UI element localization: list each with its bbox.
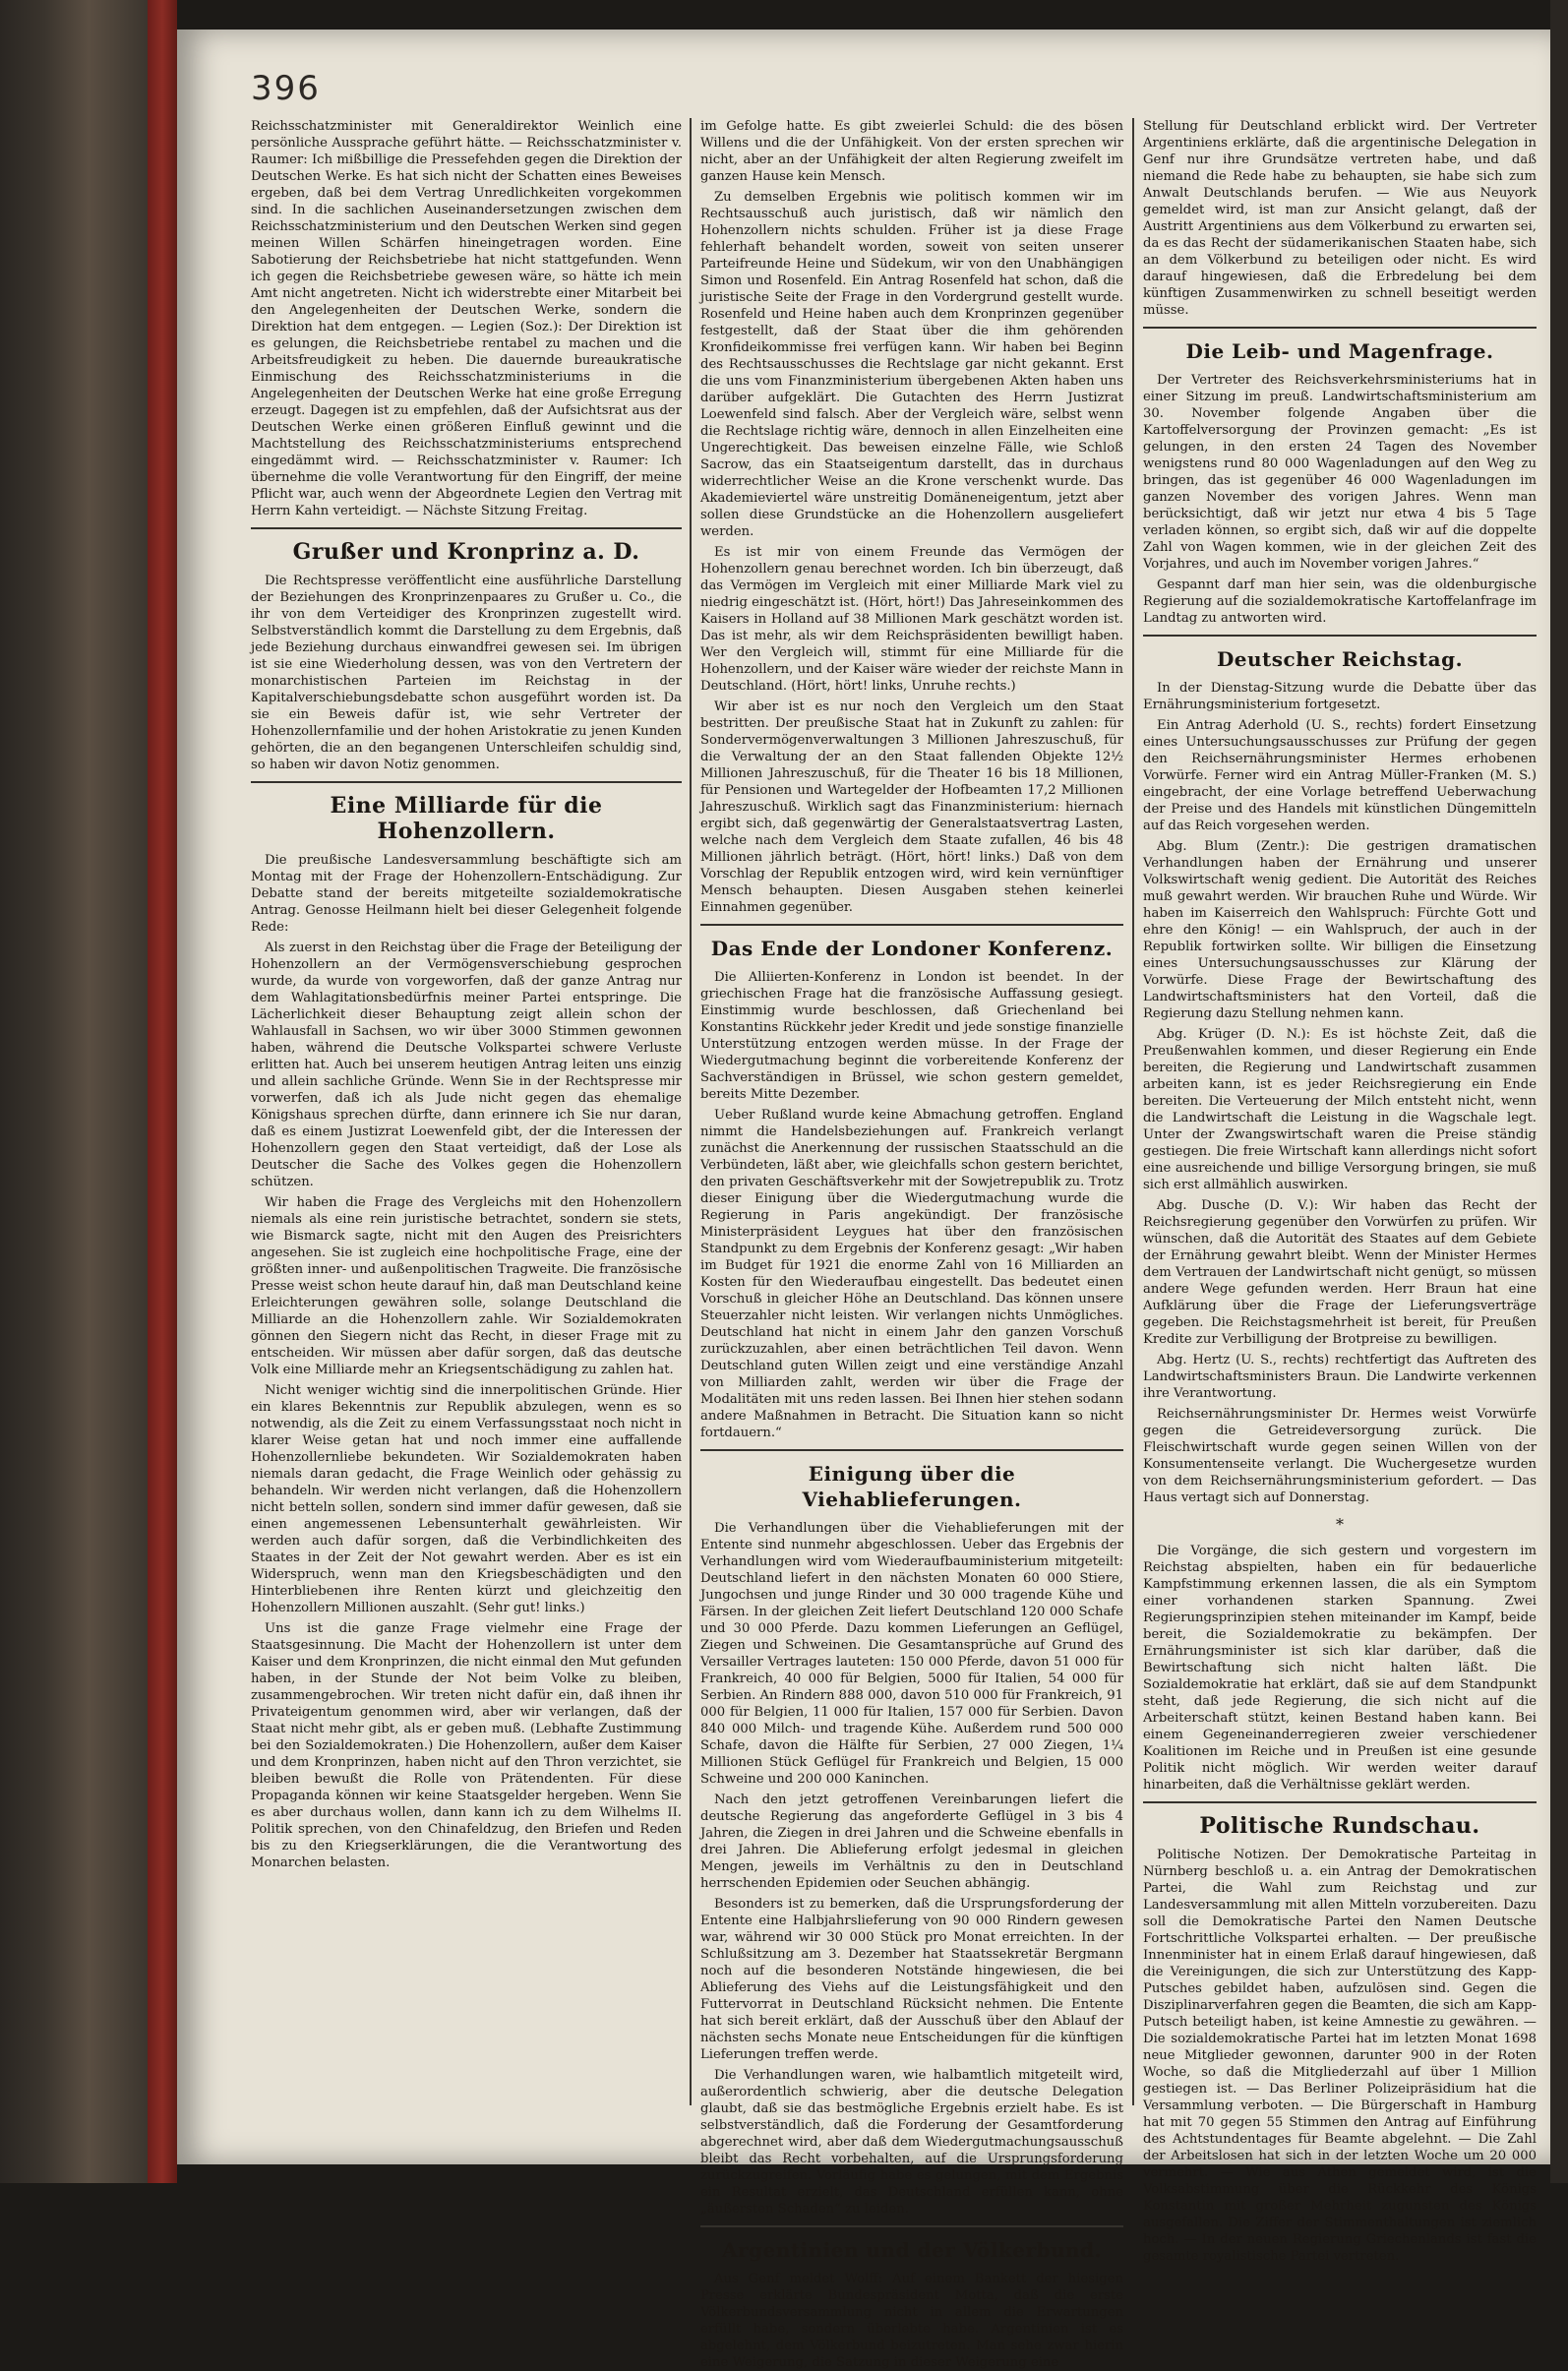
headline-argentinien: Argentinien und der Völkerbund. — [722, 2238, 1102, 2262]
column-rule — [690, 118, 692, 2105]
headline-rundschau: Politische Rundschau. — [1199, 1813, 1480, 1839]
article-paragraph: Reichsernährungsminister Dr. Hermes weist Vorwürfe gegen die Getreideversorgung zurück. Die Fleischwirtschaft wurde gegen seinen Willen von der Konsumentenseite verlangt. Die Wuchergesetze wurden von dem Reichsernährungsministerium gefordert. — Das Haus vertagt sich auf Donnerstag. — [1143, 1407, 1537, 1505]
divider — [1143, 327, 1537, 329]
headline-london: Das Ende der Londoner Konferenz. — [710, 937, 1114, 960]
article-paragraph: Abg. Hertz (U. S., rechts) rechtfertigt das Auftreten des Landwirtschaftsministers Braun. Die Landwirte verkennen ihre Verantwortung. — [1143, 1353, 1537, 1401]
column-2 — [700, 118, 1123, 2370]
headline-reichstag: Deutscher Reichstag. — [1216, 647, 1464, 671]
article-paragraph: Der Vertreter des Reichsverkehrsministeriums hat in einer Sitzung im preuß. Landwirtschaftsministerium am 30. November folgende Angaben über die Kartoffelversorgung der Provinzen gemacht: „Es ist gelungen, in den ersten 24 Tagen des November wenigstens rund 80 000 Wagenladungen auf den Weg zu bringen, das ist gegenüber 46 000 Wagenladungen im ganzen November des vorigen Jahres. Wenn man berücksichtigt, daß wir jetzt nur etwa 4 bis 5 Tage verladen können, so ergibt sich, daß wir auf die doppelte Zahl von Wagen kommen, wie in der gleichen Zeit des Vorjahres, und auch im November vorigen Jahres.“ — [1143, 373, 1537, 572]
article-paragraph: Es ist mir von einem Freunde das Vermögen der Hohenzollern genau berechnet worden. Ich bin überzeugt, daß das Vermögen im Vergleich mit einer Milliarde Mark viel zu niedrig eingeschätzt ist. (Hört, hört!) Das Jahreseinkommen des Kaisers in Holland auf 38 Millionen Mark geschätzt worden ist. Das ist mehr, als wir dem Reichspräsidenten bewilligt haben. Wer den Vergleich will, stimmt für eine Milliarde für die Hohenzollern, und der Kaiser wäre wieder der reichste Mann in Deutschland. (Hört, hört! links, Unruhe rechts.) — [700, 545, 1123, 694]
article-paragraph: Ein Antrag Aderhold (U. S., rechts) fordert Einsetzung eines Untersuchungsausschusses zur Prüfung der gegen den Reichsernährungsminister Hermes erhobenen Vorwürfe. Ferner wird ein Antrag Müller-Franken (M. S.) eingebracht, der eine Vorlage betreffend Ueberwachung der Preise und des Handels mit künstlichen Düngemitteln auf das Reich vorgesehen werden. — [1143, 718, 1537, 833]
divider — [700, 2225, 1123, 2227]
divider — [251, 527, 682, 529]
binding-edge — [148, 0, 177, 2183]
article-paragraph: Die preußische Landesversammlung beschäftigte sich am Montag mit der Frage der Hohenzollern-Entschädigung. Zur Debatte stand der bereits mitgeteilte sozialdemokratische Antrag. Genosse Heilmann hielt bei dieser Gelegenheit folgende Rede: — [251, 853, 682, 935]
headline-milliarde: Eine Milliarde für die Hohenzollern. — [330, 793, 603, 844]
page-number: 396 — [251, 69, 321, 108]
article-paragraph: Zu demselben Ergebnis wie politisch kommen wir im Rechtsausschuß auch juristisch, daß wir nämlich den Hohenzollern nichts schulden. Früher ist ja diese Frage fehlerhaft behandelt worden, soweit von seiten unserer Parteifreunde Heine und Südekum, wir von den Unabhängigen Simon und Rosenfeld. Ein Antrag Rosenfeld hat schon, daß die juristische Seite der Frage in den Vordergrund gestellt wurde. Rosenfeld und Heine haben auch dem Kronprinzen gegenüber festgestellt, daß der Staat über die ihm gehörenden Kronfideikommisse frei verfügen kann. Wir haben bei Beginn des Rechtsausschusses die Rechtslage gar nicht gekannt. Erst die uns vom Finanzministerium übergebenen Akten haben uns darüber aufgeklärt. Die Gutachten des Herrn Justizrat Loewenfeld sind falsch. Aber der Vergleich wäre, selbst wenn die Rechtslage richtig wäre, dennoch in allen Einzelheiten eine Ungerechtigkeit. Das beweisen einzelne Fälle, wie Schloß Sacrow, das ein Staatseigentum darstellt, das in durchaus widerrechtlicher Weise an die Krone verschenkt wurde. Das Akademieviertel wäre unstreitig Domäneneigentum, jetzt aber sollen diese Grundstücke an die Hohenzollern ausgeliefert werden. — [700, 190, 1123, 539]
article-paragraph: Gespannt darf man hier sein, was die oldenburgische Regierung auf die sozialdemokratische Kartoffelanfrage im Landtag zu antworten wird. — [1143, 578, 1537, 626]
article-paragraph: Uns ist die ganze Frage vielmehr eine Frage der Staatsgesinnung. Die Macht der Hohenzollern ist unter dem Kaiser und dem Kronprinzen, die nicht einmal den Mut gefunden haben, in der Stunde der Not beim Volke zu bleiben, zusammengebrochen. Wir treten nicht dafür ein, daß ihnen ihr Privateigentum genommen wird, aber wir verlangen, daß der Staat nicht mehr gibt, als er geben muß. (Lebhafte Zustimmung bei den Sozialdemokraten.) Die Hohenzollern, außer dem Kaiser und dem Kronprinzen, haben nicht auf den Thron verzichtet, sie bleiben bewußt die Rolle von Prätendenten. Für diese Propaganda können wir keine Staatsgelder hergeben. Wenn Sie es aber durchaus wollen, dann kann ich zu dem Wilhelms II. Politik sprechen, von den Chinafeldzug, den Briefen und Reden bis zu den Kriegserklärungen, die die Verantwortung des Monarchen belasten. — [251, 1621, 682, 1870]
column-1 — [251, 118, 682, 2096]
divider — [1143, 635, 1537, 637]
scan-border — [1550, 0, 1568, 2183]
column-3 — [1143, 118, 1537, 2264]
article-paragraph: Die Verhandlungen waren, wie halbamtlich mitgeteilt wird, außerordentlich schwierig, aber die deutsche Delegation glaubt, daß sie das bestmögliche Ergebnis erzielt habe. Es ist selbstverständlich, daß die Forderung der Gesamtforderung abgerechnet wird, aber daß dem Wiedergutmachungsausschuß bleibt das Recht vorbehalten, auf die Ursprungsforderung zurückzugreifen. Vorläufig habe es gelungen, mit dem Ergebnis ein Resultat erzielt, das Deutschland erfüllen kann, ohne „äußersten Schaden“ zu leiden. — [700, 2068, 1123, 2217]
divider — [700, 1449, 1123, 1451]
headline-leib-magen: Die Leib- und Magenfrage. — [1185, 339, 1494, 363]
article-paragraph: Als zuerst in den Reichstag über die Frage der Beteiligung der Hohenzollern an der Vermögensverschiebung gesprochen wurde, da wurde von vorgeworfen, daß der ganze Antrag nur dem Wahlagitationsbedürfnis meiner Partei entspringe. Die Lächerlichkeit dieser Behauptung zeigt allein schon der Wahlausfall in Sachsen, wo wir über 3000 Stimmen gewonnen haben, während die Deutsche Volkspartei schwere Verluste erlitten hat. Auch bei unserem heutigen Antrag leiten uns einzig und allein sachliche Gründe. Wenn Sie in der Rechtspresse mir vorwerfen, daß ich als Jude nicht gegen das ehemalige Königshaus sprechen dürfte, dann erinnere ich Sie nur daran, daß es einem Justizrat Loewenfeld gibt, der die Interessen der Hohenzollern gegen den Staat verteidigt, daß der Lose als Deutscher die Sache des Volkes gegen die Hohenzollern schützen. — [251, 941, 682, 1189]
article-paragraph: Ueber Rußland wurde keine Abmachung getroffen. England nimmt die Handelsbeziehungen auf. Frankreich verlangt zunächst die Anerkennung der russischen Staatsschuld an die Verbündeten, läßt aber, wie gleichfalls schon gestern berichtet, den privaten Geschäftsverkehr mit der Sowjetrepublik zu. Trotz dieser Einigung über die Wiedergutmachung wurde die Regierung in Paris angekündigt. Der französische Ministerpräsident Leygues hat über den französischen Standpunkt zu dem Ergebnis der Konferenz gesagt: „Wir haben im Budget für 1921 die enorme Zahl von 16 Milliarden an Kosten für den Wiederaufbau eingestellt. Das bedeutet einen Vorschuß in gleicher Höhe an Deutschland. Das können unsere Steuerzahler nicht leisten. Wir verlangen nichts Unmögliches. Deutschland hat nicht in einem Jahr den ganzen Vorschuß zurückzuzahlen, aber einen beträchtlichen Teil davon. Wenn Deutschland guten Willen zeigt und eine verständige Anzahl von Milliarden zahlt, werden wir über die Frage der Modalitäten mit uns reden lassen. Bei Ihnen hier stehen sodann andere Maßnahmen in Betracht. Die Situation kann so nicht fortdauern.“ — [700, 1108, 1123, 1440]
article-paragraph: Abg. Blum (Zentr.): Die gestrigen dramatischen Verhandlungen haben der Ernährung und unserer Volkswirtschaft wenig gedient. Die Autorität des Reiches muß gewahrt werden. Wir brauchen Ruhe und Würde. Wir haben im Kaiserreich den Wahlspruch: Fürchte Gott und ehre den König! — ein Wahlspruch, der auch in der Republik fortwirken sollte. Wir billigen die Einsetzung eines Untersuchungsausschusses zur Klärung der Vorwürfe. Diese Frage der Bewirtschaftung des Landwirtschaftsministers hat den Vorteil, daß die Regierung dazu Stellung nehmen kann. — [1143, 839, 1537, 1021]
article-paragraph: im Gefolge hatte. Es gibt zweierlei Schuld: die des bösen Willens und die der Unfähigkeit. Von der ersten sprechen wir nicht, aber an der Unfähigkeit der alten Regierung zweifelt im ganzen Hause kein Mensch. — [700, 119, 1123, 184]
article-paragraph: Politische Notizen. Der Demokratische Parteitag in Nürnberg beschloß u. a. ein Antrag der Demokratischen Partei, die Wahl zum Reichstag und zur Landesversammlung mit allen Mitteln vorzubereiten. Dazu soll die Demokratische Partei den Namen Deutsche Fortschrittliche Volkspartei erhalten. — Der preußische Innenminister hat in einem Erlaß darauf hingewiesen, daß die Vereinigungen, die sich zur Unterstützung des Kapp-Putsches gebildet haben, aufzulösen sind. Gegen die Disziplinarverfahren gegen die Beamten, die sich am Kapp-Putsch beteiligt haben, ist keine Amnestie zu gewähren. — Die sozialdemokratische Partei hat im letzten Monat 1698 neue Mitglieder gewonnen, darunter 900 in der Roten Woche, so daß die Mitgliederzahl auf über 1 Million gestiegen ist. — Das Berliner Polizeipräsidium hat die Versammlung verboten. — Die Bürgerschaft in Hamburg hat mit 70 gegen 55 Stimmen den Antrag auf Einführung des Achtstundentages für Beamte abgelehnt. — Die Zahl der Arbeitslosen hat sich in der letzten Woche um 20 000 vermehrt. — Wie aus Athen gemeldet wird, ist die Volksabstimmung über die Rückkehr des Königs Konstantin mit großer Mehrheit zugunsten des Königs ausgefallen. Die Ziffer der Stimmenthaltungen ist ziemlich hoch. — In der neuen Regierung Griechenlands ist fast die gesamte royalistische Partei vertreten. — [1143, 1848, 1537, 2264]
article-paragraph: Stellung für Deutschland erblickt wird. Der Vertreter Argentiniens erklärte, daß die argentinische Delegation in Genf nur ihre Grundsätze vertreten habe, und daß niemand die Rede habe zu behaupten, sie habe sich zum Anwalt Deutschlands berufen. — Wie aus Neuyork gemeldet wird, ist man zur Ansicht gelangt, daß der Austritt Argentiniens aus dem Völkerbund zu erwarten sei, da es das Recht der südamerikanischen Staaten habe, sich an dem Völkerbund zu beteiligen oder nicht. Es wird darauf hingewiesen, daß die Erbredelung bei dem künftigen Zusammenwirken zu schnell beseitigt werden müsse. — [1143, 119, 1537, 318]
article-paragraph: Die Alliierten-Konferenz in London ist beendet. In der griechischen Frage hat die französische Auffassung gesiegt. Einstimmig wurde beschlossen, daß Griechenland bei Konstantins Rückkehr jeder Kredit und jede sonstige finanzielle Unterstützung entzogen werden müsse. In der Frage der Wiedergutmachung beginnt die vorbereitende Konferenz der Sachverständigen in Brüssel, wie schon gestern gemeldet, bereits Mitte Dezember. — [700, 970, 1123, 1102]
article-paragraph: Nicht weniger wichtig sind die innerpolitischen Gründe. Hier ein klares Bekenntnis zur Republik abzulegen, wenn es so notwendig, als die Zeit zu einem Verfassungsstaat noch nicht in klarer Weise getan hat und noch immer eine auffallende Hohenzollernliebe bekundeten. Wir Sozialdemokraten haben niemals daran gedacht, die Frage Weinlich oder gehässig zu behandeln. Wir werden nicht verlangen, daß die Hohenzollern nicht betteln sollen, sondern sind immer dafür gewesen, daß sie einen angemessenen Lebensunterhalt gewährleisten. Wir werden auch dafür sorgen, daß die Verbindlichkeiten des Staates in der Zeit der Not gewahrt werden. Aber es ist ein Widerspruch, wenn man den Kriegsbeschädigten und den Hinterbliebenen ihre Renten kürzt und gleichzeitig den Hohenzollern Millionen auszahlt. (Sehr gut! links.) — [251, 1383, 682, 1615]
article-paragraph: Besonders ist zu bemerken, daß die Ursprungsforderung der Entente eine Halbjahrslieferung von 90 000 Rindern gewesen war, während wir 30 000 Stück pro Monat erreichten. In der Schlußsitzung am 3. Dezember hat Staatssekretär Bergmann noch auf die besonderen Notstände hingewiesen, die bei Ablieferung des Viehs auf die Leistungsfähigkeit und den Futtervorrat in Deutschland Rücksicht nehmen. Die Entente hat sich bereit erklärt, daß der Ausschuß über den Ablauf der nächsten sechs Monate neue Entscheidungen für die künftigen Lieferungen treffen werde. — [700, 1897, 1123, 2062]
article-paragraph: Die Vorgänge, die sich gestern und vorgestern im Reichstag abspielten, haben ein für bedauerliche Kampfstimmung erkennen lassen, die als ein Symptom einer vorhandenen starken Spannung. Zwei Regierungsprinzipien stehen miteinander im Kampf, beide bereit, die Sozialdemokratie zu bekämpfen. Der Ernährungsminister ist sich klar darüber, daß die Bewirtschaftung sich nicht halten läßt. Die Sozialdemokratie hat erklärt, daß sie auf dem Standpunkt steht, daß jede Regierung, die sich nicht auf die Arbeiterschaft stützt, keinen Bestand haben kann. Bei einem Gegeneinanderregieren zweier verschiedener Koalitionen im Reiche und in Preußen ist eine gesunde Politik nicht möglich. Wir werden weiter darauf hinarbeiten, daß die Verhältnisse geklärt werden. — [1143, 1544, 1537, 1793]
article-paragraph: Aus Genf meldet Wolff: Auf einem Bankett der hiesigen Presse erklärte Bundespräsident Motta, daß die erste Völkerbundsversammlung nicht in allem die Erwartungen erfüllt habe, sondern überlebte habe. Argentinien ist es abgelehnt, dem Völkerbund beizutreten. Man sehe zwar hierin eine Weigerung, die Satzung in dieser Weigerung eine — [700, 2272, 1123, 2370]
article-paragraph: Wir haben die Frage des Vergleichs mit den Hohenzollern niemals als eine rein juristische betrachtet, sondern sie stets, wie Bismarck sagte, nicht mit den Augen des Preisrichters angesehen. Sie ist zugleich eine hochpolitische Frage, eine der größten inner- und außenpolitischen Tragweite. Die französische Presse weist schon heute darauf hin, daß man Deutschland keine Erleichterungen gewähren solle, solange Deutschland die Milliarde an die Hohenzollern zahle. Wir Sozialdemokraten gönnen den Siegern nicht das Recht, in dieser Frage mit zu entscheiden. Wir müssen aber dafür sorgen, daß das deutsche Volk eine Milliarde mehr an Kriegsentschädigung zu zahlen hat. — [251, 1195, 682, 1377]
article-paragraph: Reichsschatzminister mit Generaldirektor Weinlich eine persönliche Aussprache geführt hätte. — Reichsschatzminister v. Raumer: Ich mißbillige die Pressefehden gegen die Direktion der Deutschen Werke. Es hat sich nicht der Schatten eines Beweises ergeben, daß bei dem Vertrag Unredlichkeiten vorgekommen sind. In die sachlichen Auseinandersetzungen zwischen dem Reichsschatzministerium und den Deutschen Werken sind gegen meinen Willen Schärfen hineingetragen worden. Eine Sabotierung der Reichsbetriebe hat nicht stattgefunden. Wenn ich gegen die Reichsbetriebe gewesen wäre, so hätte ich mein Amt nicht angetreten. Nicht ich widerstrebte einer Mitarbeit bei den Angelegenheiten der Deutschen Werke, sondern die Direktion hat dem entgegen. — Legien (Soz.): Der Direktion ist es gelungen, die Reichsbetriebe rentabel zu machen und die Arbeitsfreudigkeit zu heben. Die dauernde bureaukratische Einmischung des Reichsschatzministeriums in die Angelegenheiten der Deutschen Werke hat eine große Erregung erzeugt. Dagegen ist zu empfehlen, daß der Aufsichtsrat aus der Deutschen Werke einen größeren Einfluß gewinnt und die Machtstellung des Reichsschatzministeriums entsprechend eingedämmt wird. — Reichsschatzminister v. Raumer: Ich übernehme die volle Verantwortung für den Eingriff, der meine Pflicht war, auch wenn der Abgeordnete Legien den Vertrag mit Herrn Kahn verteidigt. — Nächste Sitzung Freitag. — [251, 119, 682, 518]
divider — [700, 924, 1123, 926]
divider — [251, 781, 682, 783]
article-paragraph: Wir aber ist es nur noch den Vergleich um den Staat bestritten. Der preußische Staat hat in Zukunft zu zahlen: für Sondervermögenverwaltungen 3 Millionen Jahreszuschuß, für die Verwaltung der an den Staat fallenden Objekte 12½ Millionen Jahreszuschuß, für die Theater 16 bis 18 Millionen, für Pensionen und Wartegelder der Hofbeamten 17,2 Millionen Jahreszuschuß. Wirklich sagt das Finanzministerium: hiernach ergibt sich, daß gegenwärtig der Generalstaatsvertrag Lasten, welche nach dem Vergleich dem Staate zufallen, 46 bis 48 Millionen jährlich beträgt. (Hört, hört! links.) Daß von dem Vorschlag der Republik entzogen wird, wird kein vernünftiger Mensch behaupten. Diesen Ausgaben stehen keinerlei Einnahmen gegenüber. — [700, 699, 1123, 915]
book-spine — [0, 0, 148, 2183]
section-star-ornament: * — [1336, 1515, 1344, 1534]
article-paragraph: Abg. Krüger (D. N.): Es ist höchste Zeit, daß die Preußenwahlen kommen, und dieser Regierung ein Ende bereiten, die Regierung und Landwirtschaft zusammen arbeiten kann, ist es jeder Reichsregierung ein Ende bereiten. Die Verteuerung der Milch entsteht nicht, wenn die Landwirtschaft die Leistung in die Wagschale legt. Unter der Zwangswirtschaft waren die Preise ständig gestiegen. Die freie Wirtschaft kann allerdings nicht sofort eine ausreichende und billige Versorgung bringen, sie muß sich erst allmählich auswirken. — [1143, 1027, 1537, 1192]
divider — [1143, 1801, 1537, 1803]
article-paragraph: Die Verhandlungen über die Viehablieferungen mit der Entente sind nunmehr abgeschlossen. Ueber das Ergebnis der Verhandlungen wird vom Wiederaufbauministerium mitgeteilt: Deutschland liefert in den nächsten Monaten 60 000 Stiere, Jungochsen und junge Rinder und 30 000 tragende Kühe und Färsen. In der gleichen Zeit liefert Deutschland 120 000 Schafe und 30 000 Pferde. Dazu kommen Lieferungen an Geflügel, Ziegen und Schweinen. Die Gesamtansprüche auf Grund des Versailler Vertrages lauteten: 150 000 Pferde, davon 51 000 für Frankreich, 40 000 für Belgien, 5000 für Italien, 54 000 für Serbien. An Rindern 888 000, davon 510 000 für Frankreich, 91 000 für Belgien, 11 000 für Italien, 157 000 für Serbien. Davon 840 000 Milch- und tragende Kühe. Außerdem rund 500 000 Schafe, davon die Hälfte für Serbien, 27 000 Ziegen, 1¼ Millionen Stück Geflügel für Frankreich und Belgien, 15 000 Schweine und 200 000 Kaninchen. — [700, 1521, 1123, 1787]
article-paragraph: In der Dienstag-Sitzung wurde die Debatte über das Ernährungsministerium fortgesetzt. — [1143, 681, 1537, 712]
article-paragraph: Abg. Dusche (D. V.): Wir haben das Recht der Reichsregierung gegenüber den Vorwürfen zu prüfen. Wir wünschen, daß die Autorität des Staates auf dem Gebiete der Ernährung gewahrt bleibt. Wenn der Minister Hermes dem Vertrauen der Landwirtschaft nicht genügt, so müssen andere Wege gefunden werden. Herr Braun hat eine Aufklärung über die Frage der Lieferungsverträge gegeben. Die Reichstagsmehrheit ist bereit, für Preußen Kredite zur Verbilligung der Brotpreise zu bewilligen. — [1143, 1198, 1537, 1347]
headline-vieh: Einigung über die Viehablieferungen. — [802, 1462, 1022, 1511]
headline-grusser: Grußer und Kronprinz a. D. — [292, 539, 640, 565]
article-paragraph: Nach den jetzt getroffenen Vereinbarungen liefert die deutsche Regierung das angeforderte Geflügel in 3 bis 4 Jahren, die Ziegen in drei Jahren und die Schweine ebenfalls in drei Jahren. Die Ablieferung erfolgt jedesmal in gleichen Mengen, jeweils im Verhältnis zu den in Deutschland herrschenden Epidemien oder Seuchen abhängig. — [700, 1793, 1123, 1891]
column-rule — [1132, 118, 1134, 2105]
article-paragraph: Die Rechtspresse veröffentlicht eine ausführliche Darstellung der Beziehungen des Kronprinzenpaares zu Grußer u. Co., die ihr von dem Verteidiger des Kronprinzen zugestellt wird. Selbstverständlich kommt die Darstellung zu dem Ergebnis, daß jede Beziehung durchaus einwandfrei gewesen sei. Im übrigen ist sie eine Wiederholung dessen, was von den Vertretern der monarchistischen Parteien im Reichstag in der Kapitalverschiebungsdebatte schon ausgeführt worden ist. Da sie ein Beweis dafür ist, wie sehr Vertreter der Hohenzollernfamilie und der hohen Aristokratie zu jenen Kunden gehörten, die an den begangenen Unterschleifen schuldig sind, so haben wir davon Notiz genommen. — [251, 574, 682, 772]
